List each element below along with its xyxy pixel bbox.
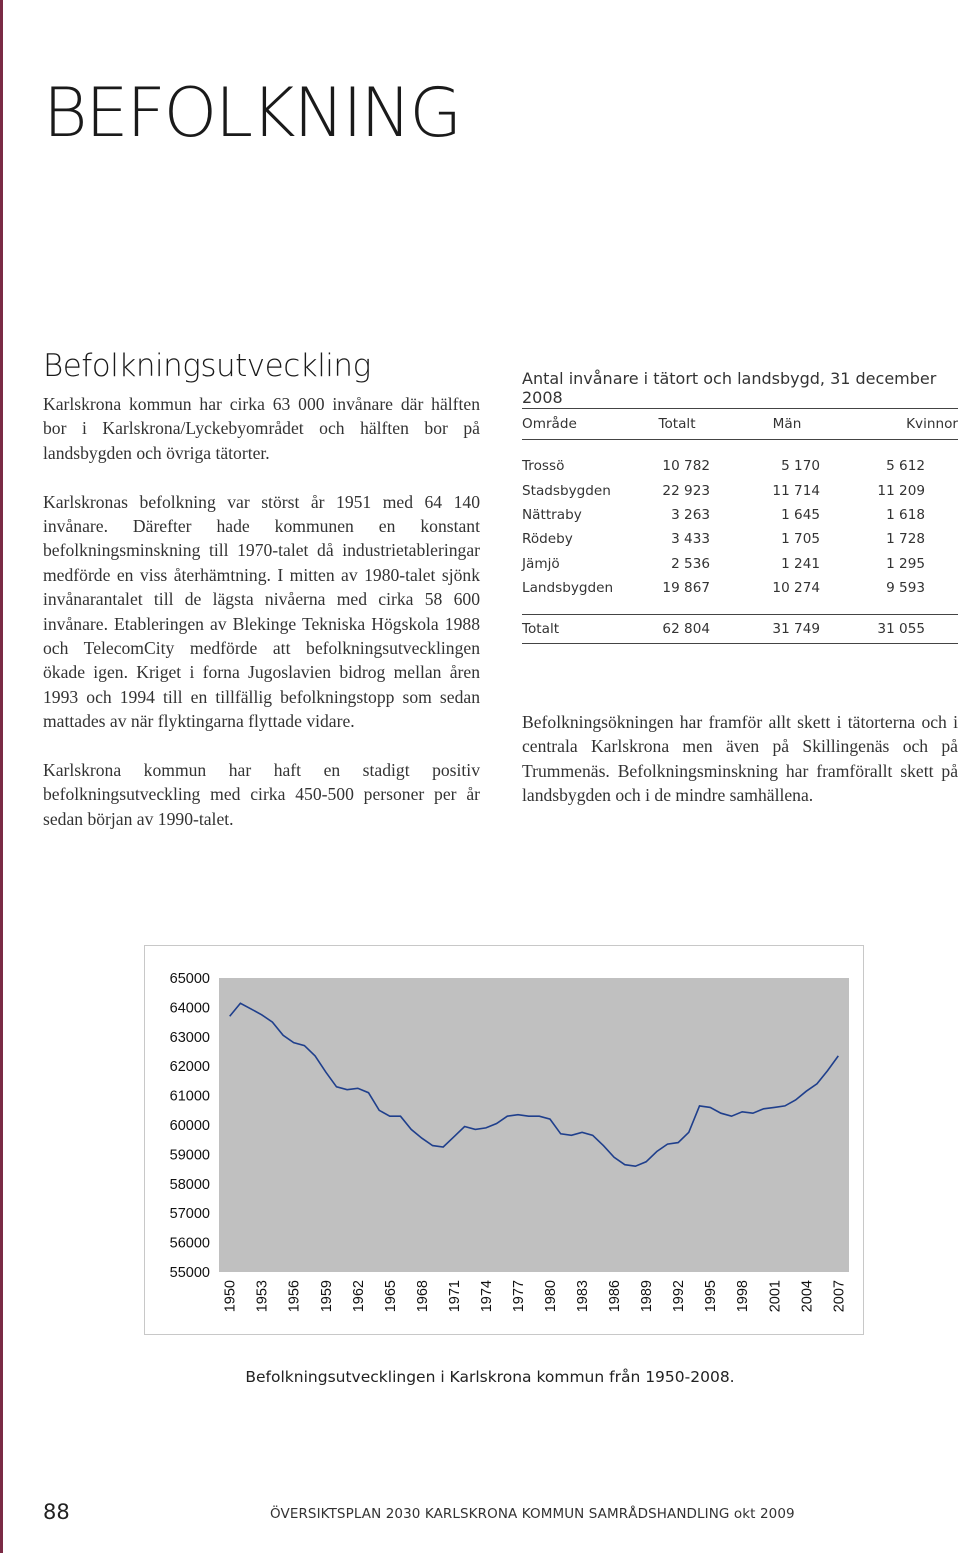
section-title: Befolkningsutveckling (43, 348, 371, 384)
cell-women: 1 295 (886, 555, 925, 572)
x-tick-label: 1977 (510, 1280, 527, 1313)
page-title: BEFOLKNING (43, 74, 461, 153)
total-total: 62 804 (622, 615, 732, 644)
y-tick-label: 59000 (169, 1147, 210, 1164)
cell-total: 22 923 (662, 482, 710, 499)
footer-text: ÖVERSIKTSPLAN 2030 KARLSKRONA KOMMUN SAMRÅDSHANDLING okt 2009 (270, 1506, 795, 1522)
paragraph-2: Karlskronas befolkning var störst år 1951 med 64 140 invånare. Därefter hade kommunen en konstant befolkningsminskning till 1970-talet då industrietableringar medförde en viss återhämtning. I mitten av 1980-talet sjönk invånarantalet till de lägsta nivåerna med cirka 58 600 invånare. Etableringen av Blekinge Tekniska Högskola 1988 och TelecomCity medförde att befolkningsutvecklingen ökade igen. Kriget i forna Jugoslavien bidrog mellan åren 1993 och 1994 till en tillfällig befolkningstopp som sedan mattades av när flyktingarna flyttade vidare. (43, 491, 480, 732)
x-tick-label: 1992 (671, 1280, 688, 1313)
chart-caption: Befolkningsutvecklingen i Karlskrona kommun från 1950-2008. (245, 1368, 735, 1386)
x-tick-label: 1956 (286, 1280, 303, 1313)
total-men: 31 749 (732, 615, 842, 644)
header-women: Kvinnor (842, 409, 958, 440)
cell-women: 1 618 (886, 506, 925, 523)
page-edge-accent (0, 0, 3, 1553)
x-tick-label: 1968 (414, 1280, 431, 1313)
cell-area: Trossö (522, 458, 565, 475)
cell-total: 10 782 (662, 458, 710, 475)
x-tick-label: 1974 (478, 1280, 495, 1313)
x-tick-label: 1962 (350, 1280, 367, 1313)
table-row (522, 478, 958, 502)
table-row (522, 552, 958, 576)
table-title: Antal invånare i tätort och landsbygd, 31 december 2008 (522, 369, 937, 407)
right-paragraph: Befolkningsökningen har framför allt skett i tätorterna och i centrala Karlskrona men även på Skillingenäs och på Trummenäs. Befolkningsminskning har framförallt skett på landsbygden och i de mindre samhällena. (522, 712, 958, 806)
paragraph-3: Karlskrona kommun har haft en stadigt positiv befolkningsutveckling med cirka 450-500 personer per år sedan början av 1990-talet. (43, 760, 480, 829)
y-tick-label: 65000 (169, 971, 210, 987)
y-tick-label: 56000 (169, 1235, 210, 1252)
x-tick-label: 1965 (382, 1280, 399, 1313)
y-tick-label: 64000 (169, 1000, 210, 1017)
cell-men: 1 241 (781, 555, 820, 572)
cell-women: 11 209 (877, 482, 925, 499)
table-header-row (522, 409, 958, 440)
y-tick-label: 63000 (169, 1029, 210, 1046)
table-row (522, 503, 958, 527)
cell-total: 19 867 (662, 580, 710, 597)
header-area: Område (522, 409, 622, 440)
cell-area: Jämjö (522, 555, 560, 572)
table-row (522, 527, 958, 551)
cell-men: 1 705 (781, 531, 820, 548)
x-tick-label: 1983 (575, 1280, 592, 1313)
x-tick-label: 1995 (703, 1280, 720, 1313)
cell-men: 11 714 (772, 482, 820, 499)
x-tick-label: 2007 (831, 1280, 848, 1313)
x-tick-label: 1989 (639, 1280, 656, 1313)
x-tick-label: 1950 (222, 1280, 239, 1313)
population-line-chart (144, 945, 864, 1335)
cell-area: Nättraby (522, 506, 582, 523)
x-tick-label: 1986 (607, 1280, 624, 1313)
cell-area: Stadsbygden (522, 482, 611, 499)
y-tick-label: 57000 (169, 1206, 210, 1223)
cell-women: 5 612 (886, 458, 925, 475)
header-men: Män (732, 409, 842, 440)
y-tick-label: 55000 (169, 1265, 210, 1281)
cell-men: 1 645 (781, 506, 820, 523)
y-tick-label: 60000 (169, 1118, 210, 1134)
cell-area: Rödeby (522, 531, 573, 548)
y-tick-label: 62000 (169, 1059, 210, 1076)
cell-women: 1 728 (886, 531, 925, 548)
y-tick-label: 58000 (169, 1176, 210, 1193)
cell-total: 3 433 (671, 531, 710, 548)
y-tick-label: 61000 (169, 1088, 210, 1105)
table-total-row (522, 615, 958, 644)
table-row (522, 576, 958, 600)
x-tick-label: 2001 (767, 1280, 784, 1313)
x-tick-label: 2004 (799, 1280, 816, 1313)
page-number: 88 (43, 1500, 70, 1524)
cell-men: 10 274 (772, 580, 820, 597)
header-total: Totalt (622, 409, 732, 440)
cell-men: 5 170 (781, 458, 820, 475)
population-table (522, 408, 958, 644)
body-text-column (43, 392, 480, 856)
x-tick-label: 1980 (543, 1280, 560, 1313)
x-tick-label: 1971 (446, 1280, 463, 1313)
cell-total: 2 536 (671, 555, 710, 572)
cell-total: 3 263 (671, 506, 710, 523)
x-tick-label: 1953 (254, 1280, 271, 1313)
x-tick-label: 1959 (318, 1280, 335, 1313)
table-row (522, 454, 958, 478)
total-label: Totalt (522, 615, 622, 644)
cell-women: 9 593 (886, 580, 925, 597)
plot-area (219, 978, 849, 1272)
cell-area: Landsbygden (522, 580, 614, 597)
paragraph-1: Karlskrona kommun har cirka 63 000 invånare där hälften bor i Karlskrona/Lyckebyområdet och hälften bor på landsbygden och övriga tätorter. (43, 394, 480, 463)
x-tick-label: 1998 (735, 1280, 752, 1313)
total-women: 31 055 (842, 615, 958, 644)
